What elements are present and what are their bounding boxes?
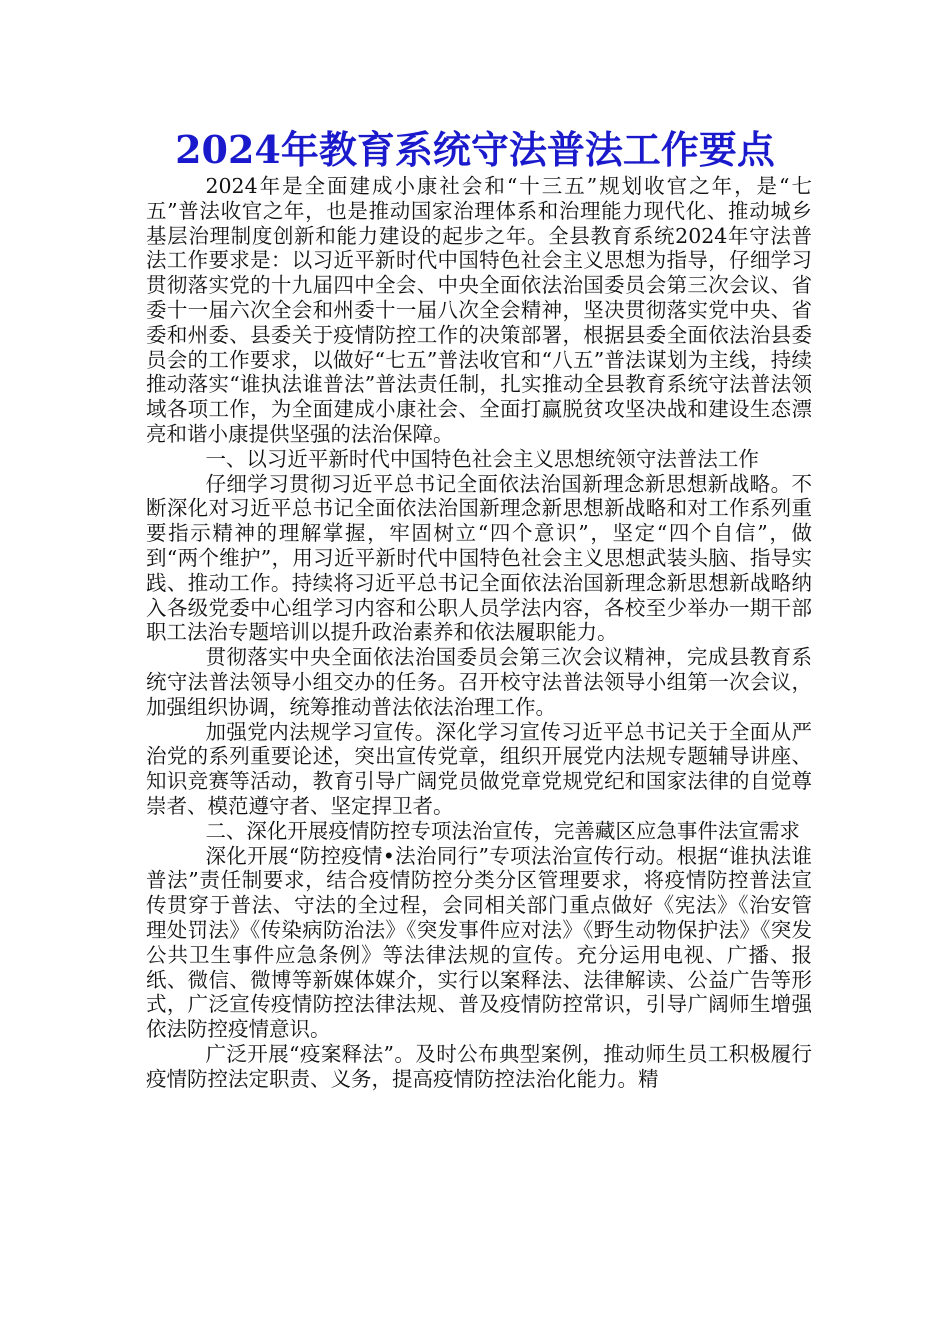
document-body — [146, 174, 812, 1091]
section-heading-1: 一、以习近平新时代中国特色社会主义思想统领守法普法工作 — [205, 446, 759, 471]
paragraph-party-rules: 加强党内法规学习宣传。深化学习宣传习近平总书记关于全面从严治党的系列重要论述，突出宣传党章，组织开展党内法规专题辅导讲座、知识竞赛等活动，教育引导广阔党员做党章党规党纪和国家法律的自觉尊崇者、模范遵守者、坚定捍卫者。 — [146, 719, 812, 818]
document-title: 2024年教育系统守法普法工作要点 — [175, 127, 775, 172]
paragraph-case-explain: 广泛开展“疫案释法”。及时公布典型案例，推动师生员工积极履行疫情防控法定职责、义务，提高疫情防控法治化能力。精 — [146, 1041, 812, 1091]
paragraph-intro: 2024年是全面建成小康社会和“十三五”规划收官之年，是“七五”普法收官之年，也是推动国家治理体系和治理能力现代化、推动城乡基层治理制度创新和能力建设的起步之年。全县教育系统2024年守法普法工作要求是：以习近平新时代中国特色社会主义思想为指导，仔细学习贯彻落实党的十九届四中全会、中央全面依法治国委员会第三次会议、省委十一届六次全会和州委十一届八次全会精神，坚决贯彻落实党中央、省委和州委、县委关于疫情防控工作的决策部署，根据县委全面依法治县委员会的工作要求，以做好“七五”普法收官和“八五”普法谋划为主线，持续推动落实“谁执法谁普法”普法责任制，扎实推动全县教育系统守法普法领域各项工作，为全面建成小康社会、全面打赢脱贫攻坚决战和建设生态漂亮和谐小康提供坚强的法治保障。 — [146, 174, 812, 446]
paragraph-study: 仔细学习贯彻习近平总书记全面依法治国新理念新思想新战略。不断深化对习近平总书记全面依法治国新理念新思想新战略和对工作系列重要指示精神的理解掌握，牢固树立“四个意识”，坚定“四个自信”，做到“两个维护”，用习近平新时代中国特色社会主义思想武装头脑、指导实践、推动工作。持续将习近平总书记全面依法治国新理念新思想新战略纳入各级党委中心组学习内容和公职人员学法内容，各校至少举办一期干部职工法治专题培训以提升政治素养和依法履职能力。 — [146, 471, 812, 645]
paragraph-epidemic-campaign: 深化开展“防控疫情•法治同行”专项法治宣传行动。根据“谁执法谁普法”责任制要求，结合疫情防控分类分区管理要求，将疫情防控普法宣传贯穿于普法、守法的全过程，会同相关部门重点做好《宪法》《治安管理处罚法》《传染病防治法》《突发事件应对法》《野生动物保护法》《突发公共卫生事件应急条例》等法律法规的宣传。充分运用电视、广播、报纸、微信、微博等新媒体媒介，实行以案释法、法律解读、公益广告等形式，广泛宣传疫情防控法律法规、普及疫情防控常识，引导广阔师生增强依法防控疫情意识。 — [146, 843, 812, 1042]
section-heading-2: 二、深化开展疫情防控专项法治宣传，完善藏区应急事件法宣需求 — [205, 818, 800, 843]
paragraph-implement: 贯彻落实中央全面依法治国委员会第三次会议精神，完成县教育系统守法普法领导小组交办的任务。召开校守法普法领导小组第一次会议，加强组织协调，统筹推动普法依法治理工作。 — [146, 645, 812, 719]
